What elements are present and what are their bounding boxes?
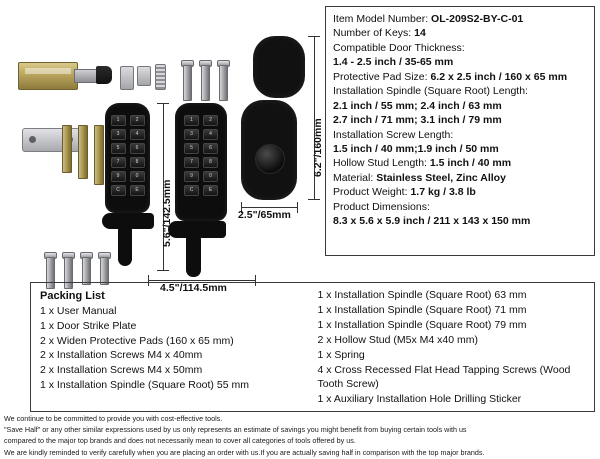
spec-label: Hollow Stud Length: (333, 157, 430, 170)
latch-bolt-icon (96, 66, 112, 84)
keypad-lock-front-icon (105, 103, 150, 213)
installation-spindle-icon (94, 125, 104, 185)
keypad-key: E (130, 185, 145, 196)
keypad-keys (111, 115, 145, 196)
keypad-key: 4 (130, 129, 145, 140)
packing-list-item: 1 x Auxiliary Installation Hole Drilling Sticker (317, 392, 522, 405)
keypad-key: C (111, 185, 126, 196)
spec-value: 1.5 inch / 40 mm (429, 157, 512, 170)
packing-list-columns (40, 289, 585, 408)
packing-list-item: 2 x Widen Protective Pads (160 x 65 mm) (40, 334, 234, 347)
spec-value: 6.2 x 2.5 inch / 160 x 65 mm (430, 70, 568, 83)
keypad-key: E (203, 185, 218, 196)
spec-value: 8.3 x 5.6 x 5.9 inch / 211 x 143 x 150 mm (333, 215, 531, 228)
keypad-key: 0 (203, 171, 218, 182)
keypad-key: C (184, 185, 199, 196)
protective-pad-back-icon (253, 36, 305, 98)
spec-row (333, 215, 587, 228)
keypad-key: 2 (203, 115, 218, 126)
back-plate-assembly-icon (241, 100, 297, 200)
keypad-key: 4 (203, 129, 218, 140)
footer-line: We continue to be committed to provide you with cost-effective tools. (4, 414, 223, 423)
packing-list-item: 1 x Installation Spindle (Square Root) 55 mm (40, 379, 249, 392)
keypad-key: 9 (111, 171, 126, 182)
spec-label: Product Dimensions: (333, 200, 430, 213)
dimension-label-height-main: 6.2"/160mm (312, 118, 324, 177)
installation-screw-icon (82, 257, 91, 285)
spec-label: Material: (333, 171, 377, 184)
spec-value: OL-209S2-BY-C-01 (431, 13, 524, 25)
packing-list-item: 1 x User Manual (40, 304, 117, 317)
installation-spindle-icon (78, 125, 88, 179)
keypad-key: 5 (111, 143, 126, 154)
spec-row (333, 143, 587, 156)
hollow-stud-icon (137, 66, 151, 86)
spec-row (333, 27, 587, 40)
hollow-stud-icon (120, 66, 134, 90)
packing-list-item: 1 x Installation Spindle (Square Root) 63 mm (317, 289, 527, 301)
dimension-line-horizontal (241, 207, 298, 208)
installation-spindle-icon (62, 125, 72, 173)
tapping-screw-icon (219, 65, 228, 101)
installation-screw-icon (100, 257, 109, 285)
keypad-key: 8 (203, 157, 218, 168)
keypad-key: 9 (184, 171, 199, 182)
lever-stem-icon (186, 235, 201, 277)
spec-value: Stainless Steel, Zinc Alloy (376, 171, 506, 184)
spec-row (333, 100, 587, 113)
thumb-turn-knob-icon (255, 144, 285, 174)
spec-row (333, 129, 587, 142)
spec-row (333, 186, 587, 199)
keypad-key: 7 (184, 157, 199, 168)
keypad-key: 5 (184, 143, 199, 154)
spec-row (333, 13, 587, 26)
latch-body-icon (18, 62, 78, 90)
spec-row (333, 172, 587, 185)
keypad-key: 8 (130, 157, 145, 168)
dimension-tick (157, 270, 169, 271)
spec-row (333, 56, 587, 69)
spec-value: 2.7 inch / 71 mm; 3.1 inch / 79 mm (333, 114, 502, 127)
spec-value: 14 (414, 27, 426, 40)
dimension-label-width-lever: 4.5"/114.5mm (160, 282, 227, 294)
spec-label: Installation Screw Length: (333, 128, 454, 141)
keypad-key: 7 (111, 157, 126, 168)
footer-disclaimer (4, 414, 596, 459)
footer-line: compared to the major top brands and does not necessarily mean to cover all categories of tools offered by us. (4, 436, 356, 446)
keypad-key: 6 (203, 143, 218, 154)
spec-value: 1.7 kg / 3.8 lb (410, 186, 476, 199)
dimension-tick (308, 199, 320, 200)
keypad-key: 1 (184, 115, 199, 126)
packing-list-title: Packing List (40, 290, 105, 302)
footer-line: We are kindly reminded to verify carefully when you are placing an order with us.If you are actually saving half in comparison with the top major brands. (4, 447, 485, 457)
specifications-panel (325, 6, 595, 256)
lever-stem-icon (118, 226, 132, 266)
keypad-lock-main-icon (175, 103, 227, 221)
spec-value: 1.4 - 2.5 inch / 35-65 mm (333, 56, 454, 69)
dimension-line-horizontal (148, 280, 256, 281)
packing-list-item: 1 x Installation Spindle (Square Root) 71 mm (317, 303, 527, 316)
dimension-label-width-plate: 2.5"/65mm (238, 209, 291, 221)
keypad-keys (184, 115, 218, 196)
spec-label: Number of Keys: (333, 27, 415, 40)
packing-list-right-column (318, 289, 586, 408)
dimension-label-height-keypad: 5.6"/142.5mm (161, 179, 173, 247)
packing-list-item: 2 x Installation Screws M4 x 40mm (40, 349, 203, 362)
product-photo-area (0, 0, 322, 300)
spec-row (333, 42, 587, 55)
spec-label: Product Weight: (333, 186, 411, 199)
packing-list-left-column (40, 289, 308, 408)
spec-value: 2.1 inch / 55 mm; 2.4 inch / 63 mm (333, 99, 502, 112)
spec-value: 1.5 inch / 40 mm;1.9 inch / 50 mm (333, 142, 499, 155)
packing-list-item: 1 x Spring (317, 348, 365, 361)
keypad-key: 3 (184, 129, 199, 140)
packing-list-item: 2 x Hollow Stud (M5x M4 x40 mm) (317, 333, 478, 346)
tapping-screw-icon (201, 65, 210, 101)
spec-label: Installation Spindle (Square Root) Length: (333, 85, 528, 98)
keypad-key: 2 (130, 115, 145, 126)
spec-row (333, 85, 587, 98)
dimension-tick (297, 202, 298, 213)
keypad-key: 0 (130, 171, 145, 182)
spec-row (333, 71, 587, 84)
packing-list-item: 1 x Installation Spindle (Square Root) 79 mm (317, 318, 527, 331)
dimension-tick (308, 36, 320, 37)
packing-list-item: 1 x Door Strike Plate (40, 319, 137, 332)
spec-label: Protective Pad Size: (333, 70, 431, 83)
spring-icon (155, 64, 166, 90)
tapping-screw-icon (183, 65, 192, 101)
spec-row (333, 114, 587, 127)
spec-row (333, 157, 587, 170)
spec-label: Item Model Number: (333, 13, 432, 25)
packing-list-item: 4 x Cross Recessed Flat Head Tapping Screws (Wood Tooth Screw) (317, 363, 571, 390)
keypad-key: 3 (111, 129, 126, 140)
spec-row (333, 201, 587, 214)
spec-label: Compatible Door Thickness: (333, 41, 465, 54)
packing-list-item: 2 x Installation Screws M4 x 50mm (40, 364, 203, 377)
packing-list-panel (30, 282, 595, 412)
keypad-key: 6 (130, 143, 145, 154)
keypad-key: 1 (111, 115, 126, 126)
dimension-tick (157, 103, 169, 104)
footer-line: "Save Half" or any other similar expressions used by us only represents an estimate of savings you might benefit from buying certain tools with us (4, 425, 467, 435)
